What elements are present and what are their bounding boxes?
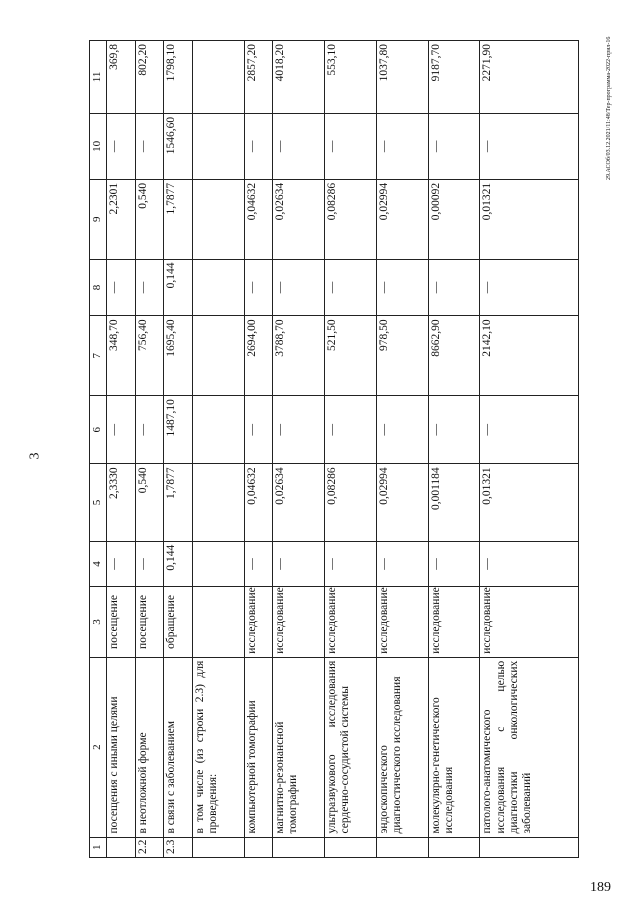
value-cell: — [107,259,136,316]
value-cell: — [107,113,136,179]
value-cell: — [376,259,428,316]
row-label: патолого-анатомического исследования с целью диагностики онкологических заболеваний [480,657,579,837]
unit-cell: исследование [428,587,480,658]
row-number [376,837,428,857]
value-cell [192,396,244,464]
unit-cell: исследование [480,587,579,658]
value-cell: — [428,259,480,316]
value-cell: — [107,541,136,587]
row-number [192,837,244,857]
value-cell: 8662,90 [428,316,480,396]
value-cell: — [273,113,325,179]
value-cell: — [376,541,428,587]
value-cell: — [428,541,480,587]
header-cell: 11 [90,41,107,114]
row-number: 2.2 [135,837,164,857]
value-cell: 1798,10 [164,41,193,114]
header-cell: 9 [90,179,107,259]
value-cell: 0,144 [164,259,193,316]
table-row [376,41,428,858]
value-cell: 0,02634 [273,179,325,259]
table-row [244,41,273,858]
row-label: в том числе (из строки 2.3) для проведения: [192,657,244,837]
value-cell: — [135,113,164,179]
unit-cell: исследование [273,587,325,658]
value-cell: 1,7877 [164,179,193,259]
row-number [480,837,579,857]
value-cell: — [244,113,273,179]
unit-cell: исследование [244,587,273,658]
value-cell [192,179,244,259]
value-cell: — [324,396,376,464]
value-cell: 0,540 [135,464,164,541]
value-cell: — [273,541,325,587]
value-cell: 369,8 [107,41,136,114]
unit-cell: обращение [164,587,193,658]
value-cell: 1037,80 [376,41,428,114]
value-cell [192,541,244,587]
value-cell [192,259,244,316]
data-table [89,40,579,858]
value-cell: 2857,20 [244,41,273,114]
table-row [324,41,376,858]
value-cell: 3788,70 [273,316,325,396]
value-cell: 4018,20 [273,41,325,114]
value-cell: 2694,00 [244,316,273,396]
page-number-top: 3 [27,452,43,460]
header-row [90,41,107,858]
table-row [480,41,579,858]
value-cell: 0,001184 [428,464,480,541]
value-cell: — [244,541,273,587]
value-cell: 2,2301 [107,179,136,259]
row-label: ультразвукового исследования сердечно-сосудистой системы [324,657,376,837]
value-cell: — [428,396,480,464]
table-row [107,41,136,858]
value-cell: 2,3330 [107,464,136,541]
value-cell: — [273,396,325,464]
value-cell: 0,04632 [244,179,273,259]
value-cell: — [244,259,273,316]
value-cell: 0,08286 [324,464,376,541]
value-cell: 0,02634 [273,464,325,541]
rotated-table-frame [89,40,579,858]
value-cell: — [244,396,273,464]
header-cell: 6 [90,396,107,464]
row-label: в неотложной форме [135,657,164,837]
value-cell: 756,40 [135,316,164,396]
value-cell: 802,20 [135,41,164,114]
value-cell: 553,10 [324,41,376,114]
header-cell: 5 [90,464,107,541]
row-number [273,837,325,857]
value-cell: — [428,113,480,179]
value-cell: 0,01321 [480,464,579,541]
value-cell: 1,7877 [164,464,193,541]
value-cell: — [376,113,428,179]
unit-cell [192,587,244,658]
value-cell: — [135,396,164,464]
unit-cell: посещение [135,587,164,658]
value-cell: — [480,396,579,464]
unit-cell: посещение [107,587,136,658]
value-cell: 0,04632 [244,464,273,541]
row-number [107,837,136,857]
header-cell: 2 [90,657,107,837]
page-number-bottom: 189 [590,880,611,895]
value-cell: — [480,259,579,316]
row-label: магнитно-резонансной томографии [273,657,325,837]
value-cell: 0,01321 [480,179,579,259]
header-cell: 1 [90,837,107,857]
value-cell: — [480,113,579,179]
unit-cell: исследование [376,587,428,658]
value-cell [192,41,244,114]
table-row [192,41,244,858]
row-number: 2.3 [164,837,193,857]
table-row [273,41,325,858]
value-cell [192,464,244,541]
value-cell: — [135,541,164,587]
value-cell: 0,02994 [376,464,428,541]
table-row [428,41,480,858]
value-cell: — [273,259,325,316]
value-cell: — [324,541,376,587]
row-label: в связи с заболеванием [164,657,193,837]
value-cell: 1546,60 [164,113,193,179]
row-label: эндоскопического диагностического исследования [376,657,428,837]
value-cell: — [135,259,164,316]
value-cell: 2142,10 [480,316,579,396]
value-cell: 0,144 [164,541,193,587]
table-row [164,41,193,858]
value-cell: 0,540 [135,179,164,259]
value-cell: 521,50 [324,316,376,396]
value-cell: 1695,40 [164,316,193,396]
header-cell: 3 [90,587,107,658]
value-cell: — [376,396,428,464]
row-label: молекулярно-генетического исследования [428,657,480,837]
row-number [324,837,376,857]
table-row [135,41,164,858]
value-cell: 2271,90 [480,41,579,114]
value-cell: — [324,113,376,179]
side-note: 29.АСОб/03.12.2021/11:48/Тер-программа-2022-прил-16 [606,36,612,180]
row-label: компьютерной томографии [244,657,273,837]
row-label: посещения с иными целями [107,657,136,837]
row-number [428,837,480,857]
value-cell: — [480,541,579,587]
value-cell [192,113,244,179]
unit-cell: исследование [324,587,376,658]
value-cell [192,316,244,396]
value-cell: — [107,396,136,464]
value-cell: 1487,10 [164,396,193,464]
value-cell: 0,02994 [376,179,428,259]
value-cell: 0,08286 [324,179,376,259]
header-cell: 8 [90,259,107,316]
value-cell: 0,00092 [428,179,480,259]
value-cell: — [324,259,376,316]
value-cell: 348,70 [107,316,136,396]
header-cell: 4 [90,541,107,587]
value-cell: 978,50 [376,316,428,396]
row-number [244,837,273,857]
value-cell: 9187,70 [428,41,480,114]
header-cell: 10 [90,113,107,179]
header-cell: 7 [90,316,107,396]
